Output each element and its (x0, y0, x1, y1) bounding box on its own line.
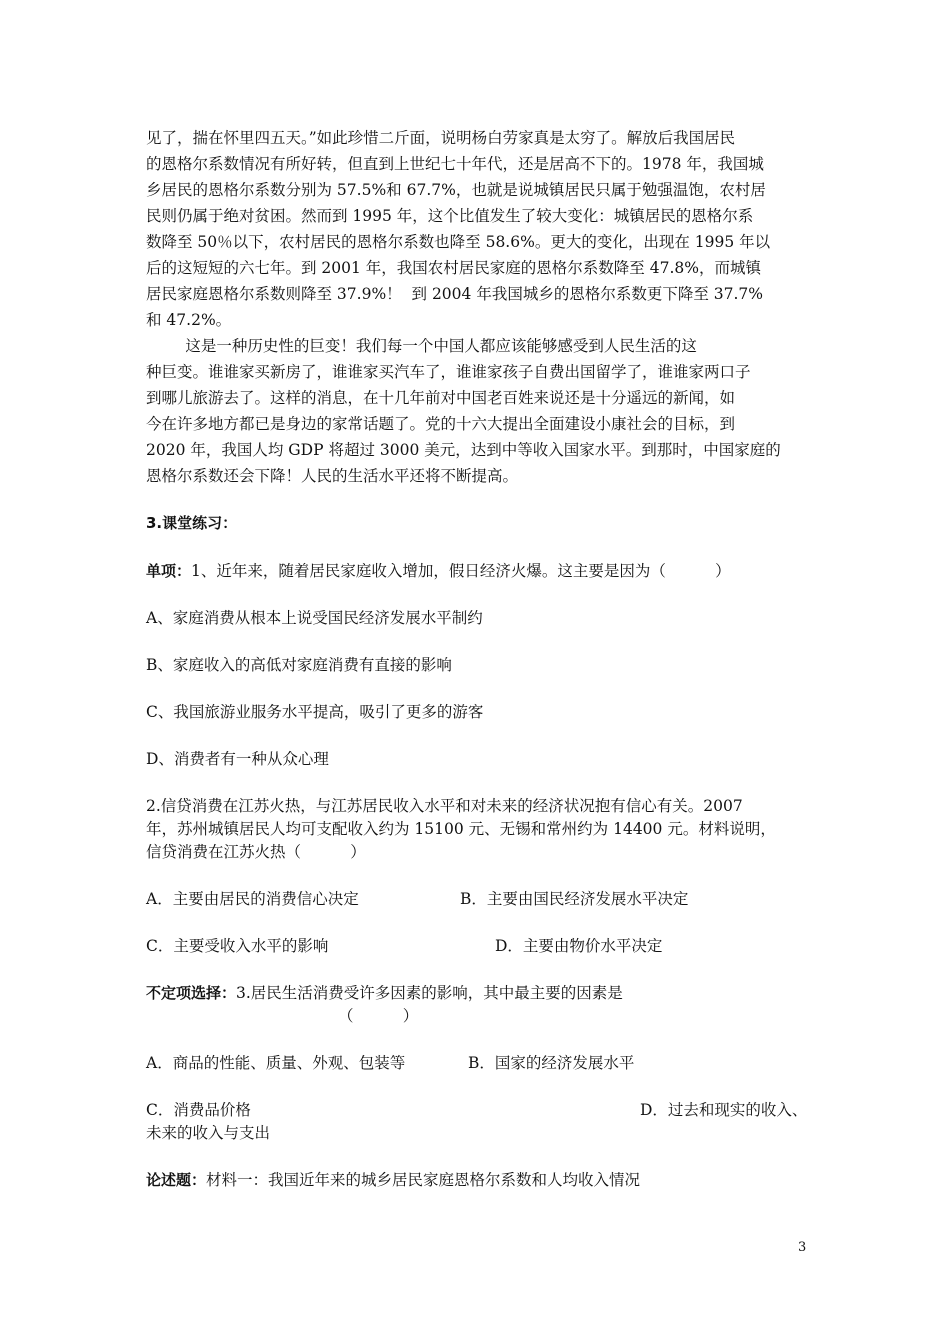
paragraph1-line: 后的这短短的六七年。到 2001 年，我国农村居民家庭的恩格尔系数降至 47.8%，而城镇 (146, 259, 761, 277)
paragraph1-line: 的恩格尔系数情况有所好转，但直到上世纪七十年代，还是居高不下的。1978 年，我国城 (146, 155, 764, 173)
section-title: 3.课堂练习： (146, 514, 238, 532)
question-4-stem (146, 1169, 640, 1191)
question-1-option-c: C、我国旅游业服务水平提高，吸引了更多的游客 (146, 703, 484, 721)
paragraph2-line: 种巨变。谁谁家买新房了，谁谁家买汽车了，谁谁家孩子自费出国留学了，谁谁家两口子 (146, 363, 751, 381)
question-1-text: 1、近年来，随着居民家庭收入增加，假日经济火爆。这主要是因为（ ） (191, 562, 731, 580)
question-4-text: 材料一：我国近年来的城乡居民家庭恩格尔系数和人均收入情况 (206, 1171, 641, 1189)
paragraph2-line: 这是一种历史性的巨变！我们每一个中国人都应该能够感受到人民生活的这 (146, 337, 697, 355)
paragraph1-line: 乡居民的恩格尔系数分别为 57.5%和 67.7%，也就是说城镇居民只属于勉强温饱，农村居 (146, 181, 766, 199)
paragraph2-line: 今在许多地方都已是身边的家常话题了。党的十六大提出全面建设小康社会的目标，到 (146, 415, 736, 433)
question-2-option-c: C．主要受收入水平的影响 (146, 937, 329, 955)
question-2-option-d: D．主要由物价水平决定 (495, 937, 663, 955)
question-3-option-c: C．消费品价格 (146, 1101, 251, 1119)
question-3-option-b: B．国家的经济发展水平 (468, 1054, 635, 1072)
question-2-option-b: B．主要由国民经济发展水平决定 (460, 890, 689, 908)
question-3-option-d: D．过去和现实的收入、 (640, 1101, 808, 1119)
question-1-option-d: D、消费者有一种从众心理 (146, 750, 329, 768)
question-3-text: 3.居民生活消费受许多因素的影响，其中最主要的因素是 (236, 984, 623, 1002)
paragraph1-line: 和 47.2%。 (146, 311, 232, 329)
question-3-blank: （ ） (338, 1007, 419, 1025)
question-1-option-b: B、家庭收入的高低对家庭消费有直接的影响 (146, 656, 452, 674)
question-1-label: 单项： (146, 562, 192, 580)
question-2-stem-line: 2.信贷消费在江苏火热，与江苏居民收入水平和对未来的经济状况抱有信心有关。2007 (146, 797, 743, 815)
question-3-label: 不定项选择： (146, 984, 237, 1002)
paragraph1-line: 见了，揣在怀里四五天。”如此珍惜二斤面，说明杨白劳家真是太穷了。解放后我国居民 (146, 129, 736, 147)
question-4-label: 论述题： (146, 1171, 207, 1189)
paragraph1-line: 居民家庭恩格尔系数则降至 37.9%！ 到 2004 年我国城乡的恩格尔系数更下降至 37.7% (146, 285, 763, 303)
paragraph2-line: 2020 年，我国人均 GDP 将超过 3000 美元，达到中等收入国家水平。到那时，中国家庭的 (146, 441, 781, 459)
question-3-option-d-continued: 未来的收入与支出 (146, 1124, 271, 1142)
paragraph2-line: 到哪儿旅游去了。这样的消息，在十几年前对中国老百姓来说还是十分遥远的新闻，如 (146, 389, 736, 407)
question-1-option-a: A、家庭消费从根本上说受国民经济发展水平制约 (146, 609, 483, 627)
question-2-stem-line: 年，苏州城镇居民人均可支配收入约为 15100 元、无锡和常州约为 14400 元。材料说明， (146, 820, 776, 838)
page-number: 3 (798, 1240, 807, 1255)
question-3-option-a: A．商品的性能、质量、外观、包装等 (146, 1054, 406, 1072)
paragraph2-line: 恩格尔系数还会下降！人民的生活水平还将不断提高。 (146, 467, 519, 485)
question-3-stem (146, 982, 623, 1004)
paragraph1-line: 数降至 50％以下，农村居民的恩格尔系数也降至 58.6%。更大的变化，出现在 1995 年以 (146, 233, 771, 251)
question-2-option-a: A．主要由居民的消费信心决定 (146, 890, 359, 908)
question-2-stem-line: 信贷消费在江苏火热（ ） (146, 843, 366, 861)
paragraph1-line: 民则仍属于绝对贫困。然而到 1995 年，这个比值发生了较大变化：城镇居民的恩格尔系 (146, 207, 754, 225)
question-1-stem (146, 560, 731, 582)
